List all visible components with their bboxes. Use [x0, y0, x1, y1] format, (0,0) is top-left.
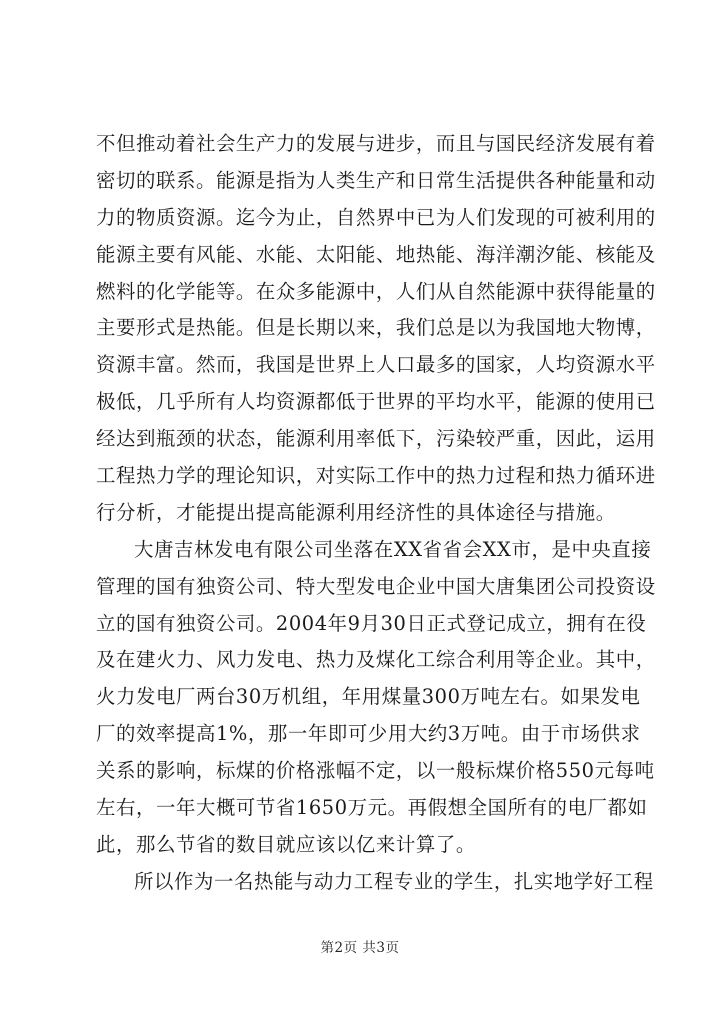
text-line: 火力发电厂两台30万机组，年用煤量300万吨左右。如果发电	[96, 685, 641, 709]
page-footer: 第2页 共3页	[320, 940, 400, 956]
text-line: 管理的国有独资公司、特大型发电企业中国大唐集团公司投资设	[96, 574, 656, 598]
text-line: 力的物质资源。迄今为止，自然界中已为人们发现的可被利用的	[96, 205, 656, 229]
text-line: 密切的联系。能源是指为人类生产和日常生活提供各种能量和动	[96, 168, 656, 192]
text-line: 工程热力学的理论知识，对实际工作中的热力过程和热力循环进	[96, 464, 656, 488]
text-line: 燃料的化学能等。在众多能源中，人们从自然能源中获得能量的	[96, 279, 656, 303]
text-line: 极低，几乎所有人均资源都低于世界的平均水平，能源的使用已	[96, 390, 656, 414]
text-line: 所以作为一名热能与动力工程专业的学生，扎实地学好工程	[134, 869, 654, 893]
text-line: 能源主要有风能、水能、太阳能、地热能、海洋潮汐能、核能及	[96, 242, 656, 266]
text-line: 左右，一年大概可节省1650万元。再假想全国所有的电厂都如	[96, 796, 648, 820]
text-line: 厂的效率提高1%，那一年即可少用大约3万吨。由于市场供求	[96, 722, 641, 746]
text-line: 主要形式是热能。但是长期以来，我们总是以为我国地大物博，	[96, 316, 656, 340]
document-body	[96, 126, 656, 901]
text-line: 不但推动着社会生产力的发展与进步，而且与国民经济发展有着	[96, 132, 656, 155]
text-line: 大唐吉林发电有限公司坐落在XX省省会XX市，是中央直接	[134, 537, 652, 561]
text-line: 立的国有独资公司。2004年9月30日正式登记成立，拥有在役	[96, 611, 647, 635]
text-line: 行分析，才能提出提高能源利用经济性的具体途径与措施。	[96, 500, 616, 524]
text-line: 及在建火力、风力发电、热力及煤化工综合利用等企业。其中，	[96, 648, 656, 672]
text-line: 经达到瓶颈的状态，能源利用率低下，污染较严重，因此，运用	[96, 427, 656, 451]
text-line: 此，那么节省的数目就应该以亿来计算了。	[96, 832, 476, 856]
text-line: 资源丰富。然而，我国是世界上人口最多的国家，人均资源水平	[96, 353, 656, 377]
text-line: 关系的影响，标煤的价格涨幅不定，以一般标煤价格550元每吨	[96, 759, 655, 783]
